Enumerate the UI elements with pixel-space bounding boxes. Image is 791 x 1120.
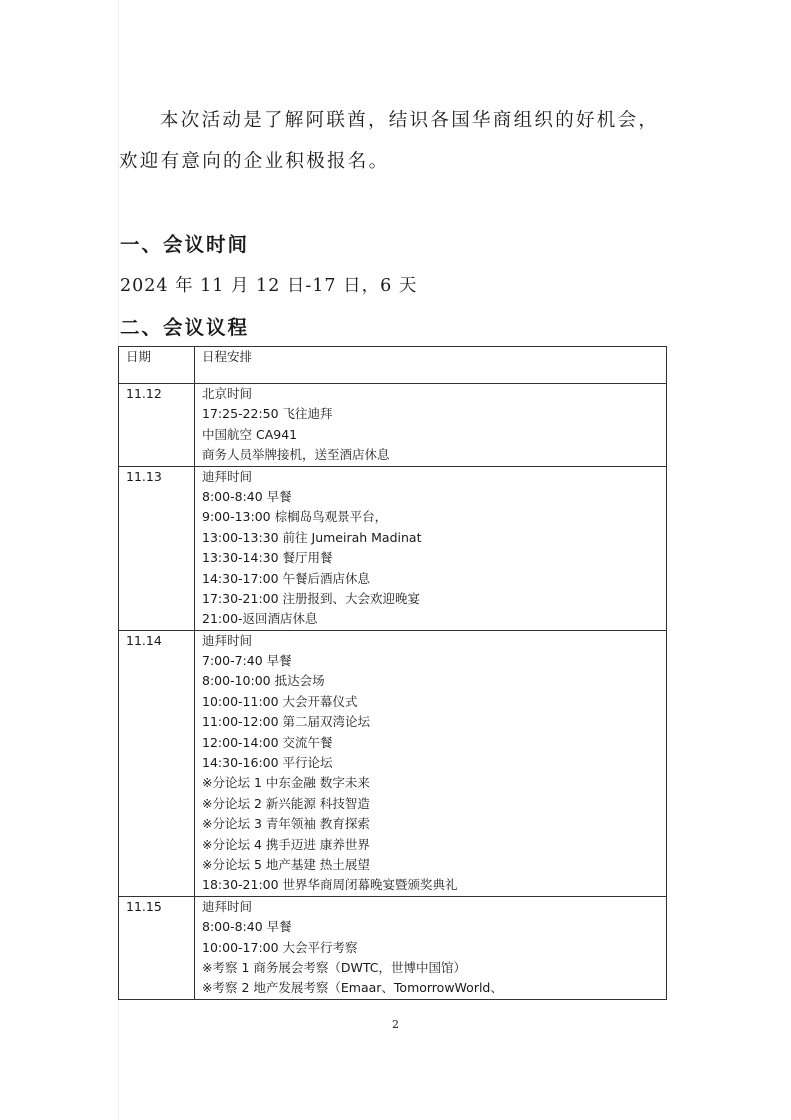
- row-date: 11.14: [119, 630, 195, 896]
- schedule-line: 北京时间: [202, 386, 253, 401]
- schedule-line: ※分论坛 3 青年领袖 教育探索: [202, 816, 370, 832]
- table-header-row: [119, 347, 667, 384]
- schedule-line: 中国航空 CA941: [202, 426, 298, 442]
- schedule-line: 17:25-22:50 飞往迪拜: [202, 406, 333, 422]
- section-heading-agenda: 二、会议议程: [120, 316, 250, 339]
- row-schedule: [195, 896, 667, 999]
- table-row: [119, 466, 667, 630]
- schedule-line: ※分论坛 4 携手迈进 康养世界: [202, 836, 370, 852]
- row-schedule: [195, 466, 667, 630]
- schedule-line: 13:30-14:30 餐厅用餐: [202, 550, 333, 566]
- schedule-line: 10:00-17:00 大会平行考察: [202, 939, 358, 955]
- meeting-time-text: 2024 年 11 月 12 日-17 日，6 天: [120, 276, 418, 296]
- schedule-line: 迪拜时间: [202, 898, 253, 914]
- schedule-line: 7:00-7:40 早餐: [202, 653, 292, 669]
- row-date: 11.12: [119, 384, 195, 467]
- header-date: 日期: [119, 347, 195, 384]
- table-row: [119, 630, 667, 896]
- row-date: 11.15: [119, 896, 195, 999]
- table-row: [119, 384, 667, 467]
- schedule-line: 迪拜时间: [202, 632, 253, 648]
- schedule-line: 8:00-8:40 早餐: [202, 919, 292, 935]
- row-date: 11.13: [119, 466, 195, 630]
- schedule-line: 13:00-13:30 前往 Jumeirah Madinat: [202, 529, 422, 545]
- table-row: [119, 896, 667, 999]
- header-schedule: 日程安排: [195, 347, 667, 384]
- schedule-line: 10:00-11:00 大会开幕仪式: [202, 693, 358, 709]
- schedule-line: 8:00-8:40 早餐: [202, 488, 292, 504]
- schedule-line: ※分论坛 5 地产基建 热土展望: [202, 856, 370, 872]
- schedule-line: 迪拜时间: [202, 468, 253, 484]
- schedule-line: 18:30-21:00 世界华商周闭幕晚宴暨颁奖典礼: [202, 877, 458, 893]
- schedule-line: 14:30-17:00 午餐后酒店休息: [202, 570, 371, 586]
- agenda-table: [118, 346, 667, 1000]
- row-schedule: [195, 630, 667, 896]
- schedule-line: ※考察 2 地产发展考察（Emaar、TomorrowWorld、: [202, 980, 503, 996]
- schedule-line: ※分论坛 1 中东金融 数字未来: [202, 775, 370, 791]
- schedule-line: 17:30-21:00 注册报到、大会欢迎晚宴: [202, 590, 421, 606]
- schedule-line: 8:00-10:00 抵达会场: [202, 673, 325, 689]
- intro-paragraph: [119, 100, 679, 182]
- schedule-line: 商务人员举牌接机，送至酒店休息: [202, 447, 390, 463]
- schedule-line: 21:00-返回酒店休息: [202, 611, 318, 627]
- section-heading-meeting-time: 一、会议时间: [120, 233, 250, 256]
- page-number: 2: [392, 1018, 399, 1031]
- schedule-line: 14:30-16:00 平行论坛: [202, 755, 333, 771]
- schedule-line: ※考察 1 商务展会考察（DWTC，世博中国馆）: [202, 959, 466, 975]
- schedule-line: 12:00-14:00 交流午餐: [202, 734, 333, 750]
- schedule-line: 11:00-12:00 第二届双湾论坛: [202, 714, 371, 730]
- row-schedule: [195, 384, 667, 467]
- schedule-line: 9:00-13:00 棕榈岛鸟观景平台，: [202, 509, 388, 525]
- schedule-line: ※分论坛 2 新兴能源 科技智造: [202, 795, 370, 811]
- intro-text: 本次活动是了解阿联酋，结识各国华商组织的好机会，欢迎有意向的企业积极报名。: [119, 110, 660, 172]
